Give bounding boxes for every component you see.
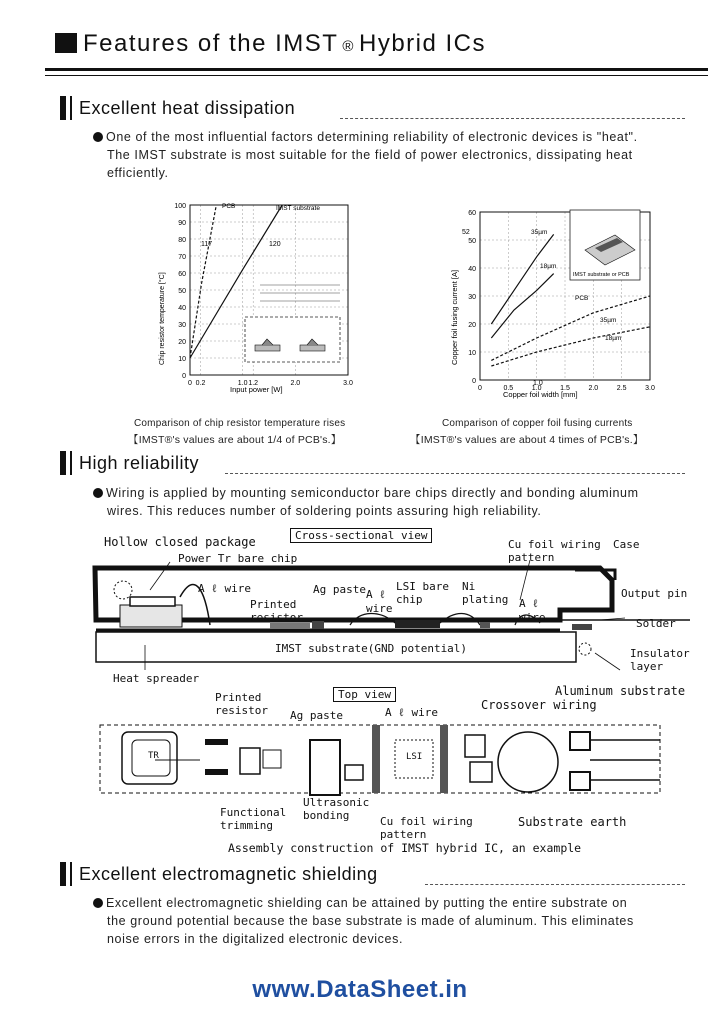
lbl-al-wire-3: A ℓ wire (519, 597, 546, 624)
lbl-insulator: Insulator layer (630, 647, 690, 673)
section-marker-thin (70, 451, 72, 475)
lbl-printed-resistor: Printed resistor (250, 598, 303, 624)
lbl-al-wire-2: A ℓ wire (366, 588, 393, 615)
c2-x-tick-label: 0 (478, 385, 482, 392)
cross-view-title: Cross-sectional view (290, 528, 432, 543)
c1-x-tick-label: 0.2 (195, 380, 206, 387)
emag-paragraph (93, 894, 693, 948)
lbl-top-ag-paste: Ag paste (290, 709, 343, 722)
c2-y-tick-label: 20 (468, 322, 476, 329)
c2-series-imst-18-m (491, 274, 553, 338)
chart-copper-fusing (445, 200, 665, 400)
chart2-caption: Comparison of copper foil fusing currents (442, 418, 633, 429)
lbl-lsi: LSI (406, 752, 423, 762)
c1-y-tick-label: 40 (178, 305, 186, 312)
section-marker-icon (60, 451, 66, 475)
lbl-ni-plating: Ni plating (462, 580, 509, 606)
lbl-imst-substrate: IMST substrate(GND potential) (275, 642, 468, 655)
c2-x-tick-label: 1.0 (531, 385, 542, 392)
top-view-caption: Assembly construction of IMST hybrid IC, an example (228, 841, 582, 855)
lbl-crossover: Crossover wiring (481, 698, 597, 712)
c1-y-tick-label: 60 (178, 271, 186, 278)
c2-x-tick-label: 0.5 (503, 385, 514, 392)
lbl-output-pin: Output pin (621, 587, 688, 600)
lbl-al-wire: A ℓ wire (198, 582, 251, 595)
c2-y-tick-label: 10 (468, 350, 476, 357)
c2-y-tick-label: 60 (468, 210, 476, 217)
page-title-rest: Hybrid ICs (358, 30, 487, 57)
c2-y-tick-label: 50 (468, 238, 476, 245)
emag-text-1: Excellent electromagnetic shielding can be attained by putting the entire substrate on (106, 896, 628, 910)
title-block-icon (55, 33, 77, 53)
c1-y-tick-label: 90 (178, 220, 186, 227)
bullet-icon (93, 898, 103, 908)
section-marker-thin (70, 96, 72, 120)
c1-annot-120: 120 (269, 241, 281, 248)
c1-x-tick-label: 1.2 (248, 380, 259, 387)
c1-y-tick-label: 30 (178, 322, 186, 329)
lbl-ultrasonic: Ultrasonic bonding (303, 796, 370, 822)
c1-inset-legend (245, 285, 340, 362)
c2-annot-1: 1.0 (533, 380, 543, 387)
c2-inset (570, 210, 640, 280)
c1-label-pcb: PCB (222, 203, 236, 210)
heat-text-2: The IMST substrate is most suitable for the field of power electronics, dissipating heat (107, 148, 633, 162)
c1-x-tick-label: 0 (188, 380, 192, 387)
top-view-title: Top view (333, 687, 396, 702)
page-title-main: Features of the IMST (83, 30, 339, 57)
c2-y-tick-label: 40 (468, 266, 476, 273)
c1-y-tick-label: 20 (178, 339, 186, 346)
lbl-heat-spreader: Heat spreader (113, 672, 200, 685)
c2-inset-label: IMST substrate or PCB (573, 272, 630, 278)
c2-x-tick-label: 2.5 (616, 385, 627, 392)
section-heading-reliability: High reliability (79, 453, 200, 473)
lbl-hollow: Hollow closed package (104, 535, 256, 549)
c1-y-tick-label: 0 (182, 373, 186, 380)
emag-text-3: noise errors in the digitalized electronic devices. (107, 932, 404, 946)
c2-x-tick-label: 1.5 (560, 385, 570, 392)
lbl-cu-foil: Cu foil wiring pattern (508, 538, 601, 564)
c1-y-tick-label: 10 (178, 356, 186, 363)
emag-text-2: the ground potential because the base substrate is made of aluminum. This eliminates (107, 914, 634, 928)
lbl-aluminum-substrate: Aluminum substrate (555, 684, 686, 698)
bullet-icon (93, 488, 103, 498)
section-marker-icon (60, 862, 66, 886)
heat-text-3: efficiently. (107, 166, 169, 180)
lbl-top-al-wire: A ℓ wire (385, 706, 438, 719)
lbl-case: Case (613, 538, 640, 551)
c1-xlabel: Input power [W] (230, 385, 283, 394)
c2-series-pcb-18-m (491, 327, 650, 366)
chart-chip-resistor (150, 195, 360, 400)
c2-y-tick-label: 0 (472, 378, 476, 385)
lbl-tr: TR (148, 751, 159, 761)
lbl-power-tr: Power Tr bare chip (178, 552, 298, 565)
section-marker-icon (60, 96, 66, 120)
heat-text-1: One of the most influential factors determining reliability of electronic devices is "heat". (106, 130, 638, 144)
lbl-solder: Solder (636, 617, 676, 630)
section-dotted-line (425, 884, 685, 885)
c1-y-tick-label: 80 (178, 237, 186, 244)
c2-x-tick-label: 3.0 (645, 385, 655, 392)
lbl-functional-trimming: Functional trimming (220, 806, 287, 832)
top-view-diagram (0, 720, 720, 800)
c1-x-tick-label: 1.0 (237, 380, 248, 387)
c2-lbl-35-pcb: 35µm (600, 317, 617, 324)
c2-ylabel: Copper foil fusing current [A] (450, 269, 459, 365)
c2-lbl-pcb: PCB (575, 295, 589, 302)
section-dotted-line (225, 473, 685, 474)
c1-y-tick-label: 100 (174, 203, 186, 210)
section-marker-thin (70, 862, 72, 886)
section-dotted-line (340, 118, 685, 119)
c2-annot-52: 52 (462, 229, 470, 236)
c1-label-imst: IMST substrate (276, 205, 320, 212)
c1-y-tick-label: 50 (178, 288, 186, 295)
c2-series-pcb-35-m (491, 296, 650, 360)
lbl-ag-paste: Ag paste (313, 583, 366, 596)
lbl-lsi-bare: LSI bare chip (396, 580, 449, 606)
c1-x-tick-label: 3.0 (343, 380, 353, 387)
chart2-note: 【IMST®'s values are about 4 times of PCB's.】 (410, 434, 644, 446)
section-heading-emag: Excellent electromagnetic shielding (79, 864, 378, 884)
c1-x-tick-label: 2.0 (290, 380, 301, 387)
title-rule (45, 68, 708, 76)
lbl-top-cu-foil: Cu foil wiring pattern (380, 815, 473, 841)
heat-paragraph (93, 128, 693, 182)
footer-watermark[interactable]: www.DataSheet.in (252, 976, 468, 1003)
c2-x-tick-label: 2.0 (588, 385, 599, 392)
registered-mark: ® (342, 38, 355, 55)
c2-lbl-18-imst: 18µm (540, 263, 557, 270)
c1-ylabel: Chip resistor temperature [°C] (159, 272, 166, 365)
lbl-top-printed-resistor: Printed resistor (215, 691, 268, 717)
c2-xlabel: Copper foil width [mm] (503, 390, 578, 399)
c1-annot-117: 117 (201, 241, 213, 248)
section-heading-heat: Excellent heat dissipation (79, 98, 296, 118)
bullet-icon (93, 132, 103, 142)
c2-lbl-35-imst: 35µm (531, 229, 548, 236)
chart1-caption: Comparison of chip resistor temperature rises (134, 418, 346, 429)
c1-y-tick-label: 70 (178, 254, 186, 261)
lbl-substrate-earth: Substrate earth (518, 815, 627, 829)
chart1-note: 【IMST®'s values are about 1/4 of PCB's.】 (128, 434, 342, 446)
c2-y-tick-label: 30 (468, 294, 476, 301)
c2-series-imst-35-m (491, 234, 553, 324)
c2-lbl-18-pcb: 18µm (605, 335, 622, 342)
reliability-text-1: Wiring is applied by mounting semiconductor bare chips directly and bonding aluminum (106, 486, 639, 500)
reliability-text-2: wires. This reduces number of soldering points assuring high reliability. (107, 504, 542, 518)
page-title (55, 30, 486, 58)
reliability-paragraph (93, 484, 693, 520)
